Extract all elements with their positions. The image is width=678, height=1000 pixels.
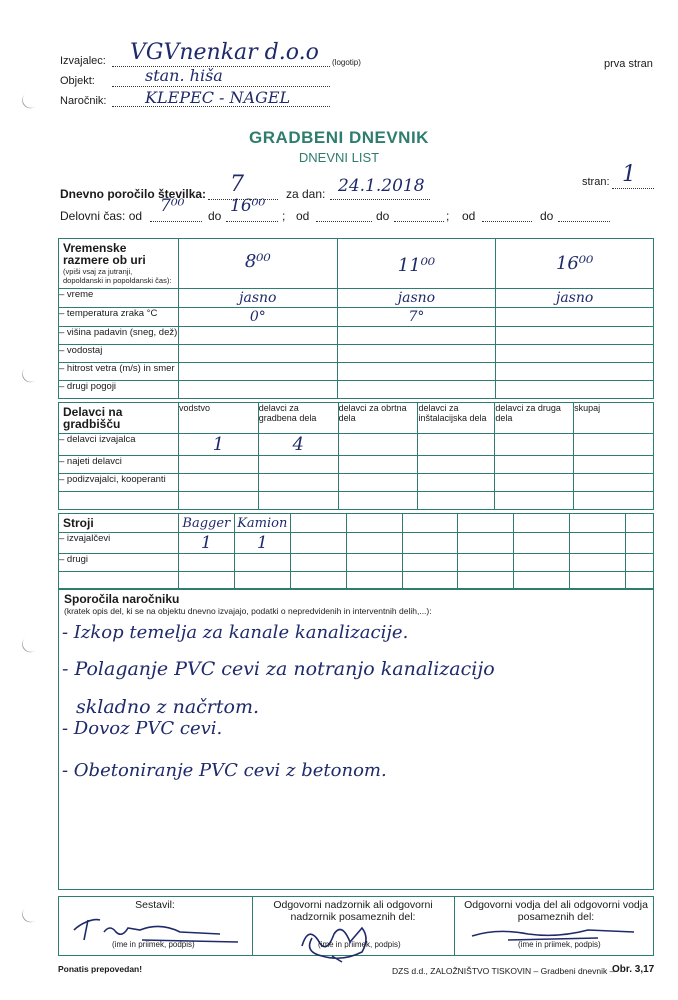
message-line: - Dovoz PVC cevi.	[62, 718, 223, 739]
machines-title: Stroji	[63, 516, 94, 530]
weather-header-cell	[59, 239, 179, 289]
porocilo-label: Dnevno poročilo številka:	[60, 187, 207, 201]
objekt-value: stan. hiša	[145, 66, 223, 85]
stran-value: 1	[622, 162, 636, 187]
izvajalec-value: VGVnenkar d.o.o	[130, 40, 319, 65]
machine-count: 1	[200, 533, 212, 553]
punch-hole	[19, 88, 42, 111]
time-cell	[496, 239, 654, 289]
form-title: GRADBENI DNEVNIK	[249, 128, 429, 147]
za-dan-value: 24.1.2018	[338, 176, 425, 196]
weather-row-label: – višina padavin (sneg, dež)	[59, 327, 179, 345]
footer-obr: Obr. 3,17	[612, 964, 655, 975]
weather-value: 0°	[249, 309, 266, 325]
od-line	[150, 221, 202, 222]
messages-title: Sporočila naročniku	[64, 592, 180, 606]
machine-name: Kamion	[237, 516, 288, 531]
do-line	[226, 221, 278, 222]
machines-row-label: – izvajalčevi	[59, 533, 179, 554]
punch-hole	[19, 902, 42, 925]
nadzornik-label: Odgovorni nadzornik ali odgovorni nadzornik posameznih del:	[273, 899, 433, 923]
vodja-label: Odgovorni vodja del ali odgovorni vodja posameznih del:	[464, 899, 648, 923]
workers-col-header: delavci za inštalacijska dela	[418, 403, 495, 434]
delovni-cas-label: Delovni čas: od	[60, 209, 143, 223]
punch-hole	[19, 362, 42, 385]
sestavil-sub: (ime in priimek, podpis)	[112, 940, 195, 949]
machines-table	[58, 513, 654, 590]
machine-name: Bagger	[182, 516, 231, 531]
vodja-sub: (ime in priimek, podpis)	[518, 940, 601, 949]
machines-row-label: – drugi	[59, 554, 179, 572]
do-value: 16⁰⁰	[230, 196, 266, 216]
workers-title: Delavci na gradbišču	[63, 405, 123, 431]
time-1: 8⁰⁰	[244, 251, 271, 272]
weather-value: jasno	[397, 290, 436, 306]
stran-line	[612, 188, 654, 189]
do-label: do	[208, 209, 222, 223]
workers-header-cell	[59, 403, 179, 434]
za-dan-label: za dan:	[286, 187, 326, 201]
sestavil-label: Sestavil:	[135, 899, 175, 911]
weather-row-label: – vodostaj	[59, 345, 179, 363]
od3-label: od	[462, 209, 476, 223]
weather-value: jasno	[239, 290, 277, 306]
od-value: 7⁰⁰	[160, 196, 185, 216]
signature-divider	[252, 896, 253, 956]
za-dan-line	[330, 199, 430, 200]
machines-header-cell	[59, 514, 179, 533]
message-line: - Polaganje PVC cevi za notranjo kanalizacijo	[62, 658, 495, 680]
weather-value: jasno	[555, 290, 594, 306]
weather-row-label: – temperatura zraka °C	[59, 308, 179, 327]
time-3: 16⁰⁰	[555, 253, 594, 274]
weather-table	[58, 238, 654, 399]
sestavil-signature	[70, 910, 240, 944]
weather-note: (vpiši vsaj za jutranji, dopoldanski in popoldanski čas):	[63, 267, 172, 285]
do3-label: do	[540, 209, 554, 223]
time-cell	[337, 239, 496, 289]
workers-row-label: – najeti delavci	[59, 456, 179, 474]
weather-row-label: – vreme	[59, 289, 179, 308]
weather-value: 7°	[408, 309, 425, 325]
objekt-label: Objekt:	[60, 75, 95, 87]
workers-table	[58, 402, 654, 510]
logotip-note: (logotip)	[332, 58, 361, 67]
workers-row-label: – delavci izvajalca	[59, 434, 179, 456]
do2-line	[394, 221, 444, 222]
separator: ;	[446, 209, 450, 223]
machine-count: 1	[256, 533, 268, 553]
do3-line	[558, 221, 610, 222]
message-line: skladno z načrtom.	[76, 696, 260, 718]
messages-note: (kratek opis del, ki se na objektu dnevno izvajajo, podatki o nepredvidenih in interventnih delih,...):	[64, 606, 432, 616]
workers-col-header: delavci za druga dela	[495, 403, 574, 434]
od2-line	[316, 221, 372, 222]
narocnik-value: KLEPEC - NAGEL	[145, 88, 291, 107]
workers-col-header: delavci za gradbena dela	[258, 403, 338, 434]
workers-row-label: – podizvajalci, kooperanti	[59, 474, 179, 492]
od3-line	[482, 221, 532, 222]
prva-stran-label: prva stran	[604, 58, 653, 70]
message-line: - Obetoniranje PVC cevi z betonom.	[62, 760, 387, 781]
separator: ;	[282, 209, 286, 223]
weather-row-label: – hitrost vetra (m/s) in smer	[59, 363, 179, 381]
izvajalec-label: Izvajalec:	[60, 55, 106, 67]
porocilo-value: 7	[230, 172, 244, 197]
stran-label: stran:	[582, 176, 610, 188]
workers-col-header: vodstvo	[178, 403, 258, 434]
od2-label: od	[296, 209, 310, 223]
workers-value: 4	[292, 434, 304, 455]
time-cell	[178, 239, 337, 289]
objekt-line	[112, 86, 330, 87]
workers-col-header: delavci za obrtna dela	[338, 403, 418, 434]
weather-title: Vremenske razmere ob uri	[63, 241, 146, 267]
signature-divider	[454, 896, 455, 956]
time-2: 11⁰⁰	[397, 255, 436, 276]
narocnik-label: Naročnik:	[60, 95, 107, 107]
form-subtitle: DNEVNI LIST	[298, 150, 380, 165]
footer-right: DZS d.d., ZALOŽNIŠTVO TISKOVIN – Gradbeni dnevnik –	[392, 966, 615, 976]
message-line: - Izkop temelja za kanale kanalizacije.	[62, 622, 409, 643]
workers-col-header: skupaj	[574, 403, 654, 434]
do2-label: do	[376, 209, 390, 223]
workers-value: 1	[212, 434, 225, 455]
nadzornik-sub: (ime in priimek, podpis)	[318, 940, 401, 949]
punch-hole	[19, 632, 42, 655]
footer-left: Ponatis prepovedan!	[58, 964, 143, 974]
weather-row-label: – drugi pogoji	[59, 381, 179, 399]
